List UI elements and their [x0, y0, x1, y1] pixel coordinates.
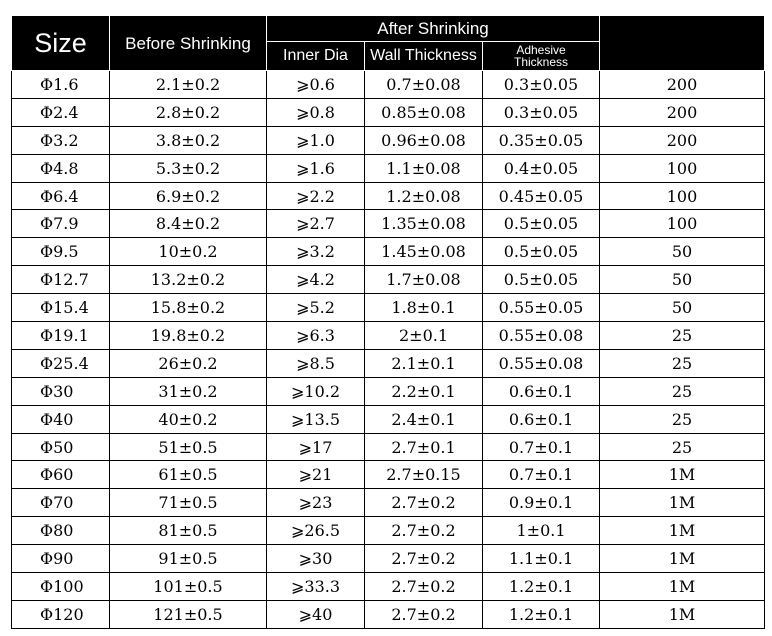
table-header — [12, 16, 765, 71]
adhesive-thickness-cell: 0.55±0.05 — [483, 294, 600, 322]
wall-thickness-cell: 1.45±0.08 — [365, 238, 483, 266]
header-size: Size — [12, 16, 110, 71]
adhesive-thickness-cell: 0.55±0.08 — [483, 322, 600, 350]
table-row — [12, 433, 765, 461]
size-cell: Φ7.9 — [12, 210, 110, 238]
inner-dia-cell: ⩾26.5 — [267, 517, 365, 545]
wall-thickness-cell: 2.4±0.1 — [365, 405, 483, 433]
adhesive-thickness-cell: 1±0.1 — [483, 517, 600, 545]
size-cell: Φ50 — [12, 433, 110, 461]
size-cell: Φ19.1 — [12, 322, 110, 350]
table-row — [12, 489, 765, 517]
wall-thickness-cell: 2.7±0.1 — [365, 433, 483, 461]
adhesive-thickness-cell: 0.7±0.1 — [483, 461, 600, 489]
quantity-cell: 25 — [600, 322, 765, 350]
before-shrinking-cell: 71±0.5 — [110, 489, 267, 517]
before-shrinking-cell: 10±0.2 — [110, 238, 267, 266]
before-shrinking-cell: 15.8±0.2 — [110, 294, 267, 322]
before-shrinking-cell: 6.9±0.2 — [110, 182, 267, 210]
wall-thickness-cell: 1.2±0.08 — [365, 182, 483, 210]
header-adhesive-line2: Thickness — [513, 55, 569, 70]
size-cell: Φ120 — [12, 600, 110, 628]
quantity-cell: 25 — [600, 377, 765, 405]
size-cell: Φ9.5 — [12, 238, 110, 266]
wall-thickness-cell: 2.7±0.2 — [365, 489, 483, 517]
before-shrinking-cell: 5.3±0.2 — [110, 154, 267, 182]
table-row — [12, 600, 765, 628]
wall-thickness-cell: 2.7±0.2 — [365, 517, 483, 545]
adhesive-thickness-cell: 1.1±0.1 — [483, 545, 600, 573]
before-shrinking-cell: 40±0.2 — [110, 405, 267, 433]
header-before-shrinking: Before Shrinking — [110, 16, 267, 71]
table-row — [12, 349, 765, 377]
inner-dia-cell: ⩾2.7 — [267, 210, 365, 238]
quantity-cell: 200 — [600, 98, 765, 126]
inner-dia-cell: ⩾17 — [267, 433, 365, 461]
size-cell: Φ1.6 — [12, 71, 110, 99]
before-shrinking-cell: 13.2±0.2 — [110, 266, 267, 294]
inner-dia-cell: ⩾21 — [267, 461, 365, 489]
adhesive-thickness-cell: 0.5±0.05 — [483, 210, 600, 238]
quantity-cell: 50 — [600, 238, 765, 266]
wall-thickness-cell: 0.96±0.08 — [365, 126, 483, 154]
header-after-shrinking: After Shrinking — [267, 16, 600, 42]
inner-dia-cell: ⩾5.2 — [267, 294, 365, 322]
before-shrinking-cell: 3.8±0.2 — [110, 126, 267, 154]
table-row — [12, 517, 765, 545]
quantity-cell: 50 — [600, 294, 765, 322]
quantity-cell: 1M — [600, 517, 765, 545]
adhesive-thickness-cell: 0.5±0.05 — [483, 266, 600, 294]
table-row — [12, 98, 765, 126]
size-cell: Φ40 — [12, 405, 110, 433]
size-cell: Φ3.2 — [12, 126, 110, 154]
quantity-cell: 50 — [600, 266, 765, 294]
inner-dia-cell: ⩾1.6 — [267, 154, 365, 182]
wall-thickness-cell: 1.35±0.08 — [365, 210, 483, 238]
header-wall-thickness: Wall Thickness — [365, 42, 483, 71]
before-shrinking-cell: 121±0.5 — [110, 600, 267, 628]
table-row — [12, 405, 765, 433]
spec-table-container — [11, 15, 765, 629]
quantity-cell: 25 — [600, 433, 765, 461]
before-shrinking-cell: 31±0.2 — [110, 377, 267, 405]
table-row — [12, 238, 765, 266]
size-cell: Φ100 — [12, 573, 110, 601]
adhesive-thickness-cell: 0.35±0.05 — [483, 126, 600, 154]
table-row — [12, 461, 765, 489]
adhesive-thickness-cell: 0.6±0.1 — [483, 405, 600, 433]
quantity-cell: 100 — [600, 210, 765, 238]
inner-dia-cell: ⩾40 — [267, 600, 365, 628]
inner-dia-cell: ⩾2.2 — [267, 182, 365, 210]
inner-dia-cell: ⩾4.2 — [267, 266, 365, 294]
quantity-cell: 1M — [600, 461, 765, 489]
before-shrinking-cell: 26±0.2 — [110, 349, 267, 377]
before-shrinking-cell: 19.8±0.2 — [110, 322, 267, 350]
header-inner-dia: Inner Dia — [267, 42, 365, 71]
wall-thickness-cell: 2.2±0.1 — [365, 377, 483, 405]
table-row — [12, 154, 765, 182]
adhesive-thickness-cell: 0.4±0.05 — [483, 154, 600, 182]
quantity-cell: 100 — [600, 154, 765, 182]
table-row — [12, 294, 765, 322]
table-row — [12, 322, 765, 350]
before-shrinking-cell: 61±0.5 — [110, 461, 267, 489]
adhesive-thickness-cell: 1.2±0.1 — [483, 573, 600, 601]
adhesive-thickness-cell: 0.5±0.05 — [483, 238, 600, 266]
size-cell: Φ12.7 — [12, 266, 110, 294]
size-cell: Φ15.4 — [12, 294, 110, 322]
before-shrinking-cell: 101±0.5 — [110, 573, 267, 601]
size-cell: Φ70 — [12, 489, 110, 517]
table-row — [12, 182, 765, 210]
size-cell: Φ30 — [12, 377, 110, 405]
table-row — [12, 573, 765, 601]
inner-dia-cell: ⩾23 — [267, 489, 365, 517]
before-shrinking-cell: 51±0.5 — [110, 433, 267, 461]
quantity-cell: 200 — [600, 126, 765, 154]
table-row — [12, 377, 765, 405]
wall-thickness-cell: 2.7±0.15 — [365, 461, 483, 489]
inner-dia-cell: ⩾0.8 — [267, 98, 365, 126]
quantity-cell: 100 — [600, 182, 765, 210]
quantity-cell: 1M — [600, 489, 765, 517]
header-adhesive-line1: Adhesive — [516, 43, 566, 58]
size-cell: Φ60 — [12, 461, 110, 489]
quantity-cell: 1M — [600, 573, 765, 601]
wall-thickness-cell: 2.7±0.2 — [365, 545, 483, 573]
adhesive-thickness-cell: 0.3±0.05 — [483, 98, 600, 126]
table-row — [12, 126, 765, 154]
quantity-cell: 200 — [600, 71, 765, 99]
table-row — [12, 545, 765, 573]
header-adhesive-thickness — [483, 42, 600, 71]
quantity-cell: 1M — [600, 600, 765, 628]
before-shrinking-cell: 2.8±0.2 — [110, 98, 267, 126]
inner-dia-cell: ⩾10.2 — [267, 377, 365, 405]
before-shrinking-cell: 2.1±0.2 — [110, 71, 267, 99]
inner-dia-cell: ⩾30 — [267, 545, 365, 573]
header-blank — [600, 16, 765, 71]
table-body — [12, 71, 765, 629]
table-row — [12, 71, 765, 99]
wall-thickness-cell: 0.85±0.08 — [365, 98, 483, 126]
inner-dia-cell: ⩾33.3 — [267, 573, 365, 601]
before-shrinking-cell: 81±0.5 — [110, 517, 267, 545]
adhesive-thickness-cell: 0.6±0.1 — [483, 377, 600, 405]
size-cell: Φ4.8 — [12, 154, 110, 182]
size-cell: Φ25.4 — [12, 349, 110, 377]
wall-thickness-cell: 0.7±0.08 — [365, 71, 483, 99]
quantity-cell: 25 — [600, 349, 765, 377]
size-cell: Φ2.4 — [12, 98, 110, 126]
inner-dia-cell: ⩾3.2 — [267, 238, 365, 266]
size-cell: Φ6.4 — [12, 182, 110, 210]
wall-thickness-cell: 2.1±0.1 — [365, 349, 483, 377]
wall-thickness-cell: 1.1±0.08 — [365, 154, 483, 182]
table-row — [12, 210, 765, 238]
adhesive-thickness-cell: 0.7±0.1 — [483, 433, 600, 461]
before-shrinking-cell: 91±0.5 — [110, 545, 267, 573]
shrink-tube-spec-table — [11, 15, 765, 629]
wall-thickness-cell: 2±0.1 — [365, 322, 483, 350]
wall-thickness-cell: 1.8±0.1 — [365, 294, 483, 322]
adhesive-thickness-cell: 1.2±0.1 — [483, 600, 600, 628]
wall-thickness-cell: 1.7±0.08 — [365, 266, 483, 294]
inner-dia-cell: ⩾8.5 — [267, 349, 365, 377]
size-cell: Φ90 — [12, 545, 110, 573]
wall-thickness-cell: 2.7±0.2 — [365, 600, 483, 628]
inner-dia-cell: ⩾1.0 — [267, 126, 365, 154]
inner-dia-cell: ⩾6.3 — [267, 322, 365, 350]
adhesive-thickness-cell: 0.9±0.1 — [483, 489, 600, 517]
quantity-cell: 25 — [600, 405, 765, 433]
before-shrinking-cell: 8.4±0.2 — [110, 210, 267, 238]
adhesive-thickness-cell: 0.3±0.05 — [483, 71, 600, 99]
inner-dia-cell: ⩾0.6 — [267, 71, 365, 99]
size-cell: Φ80 — [12, 517, 110, 545]
adhesive-thickness-cell: 0.45±0.05 — [483, 182, 600, 210]
adhesive-thickness-cell: 0.55±0.08 — [483, 349, 600, 377]
wall-thickness-cell: 2.7±0.2 — [365, 573, 483, 601]
inner-dia-cell: ⩾13.5 — [267, 405, 365, 433]
quantity-cell: 1M — [600, 545, 765, 573]
table-row — [12, 266, 765, 294]
